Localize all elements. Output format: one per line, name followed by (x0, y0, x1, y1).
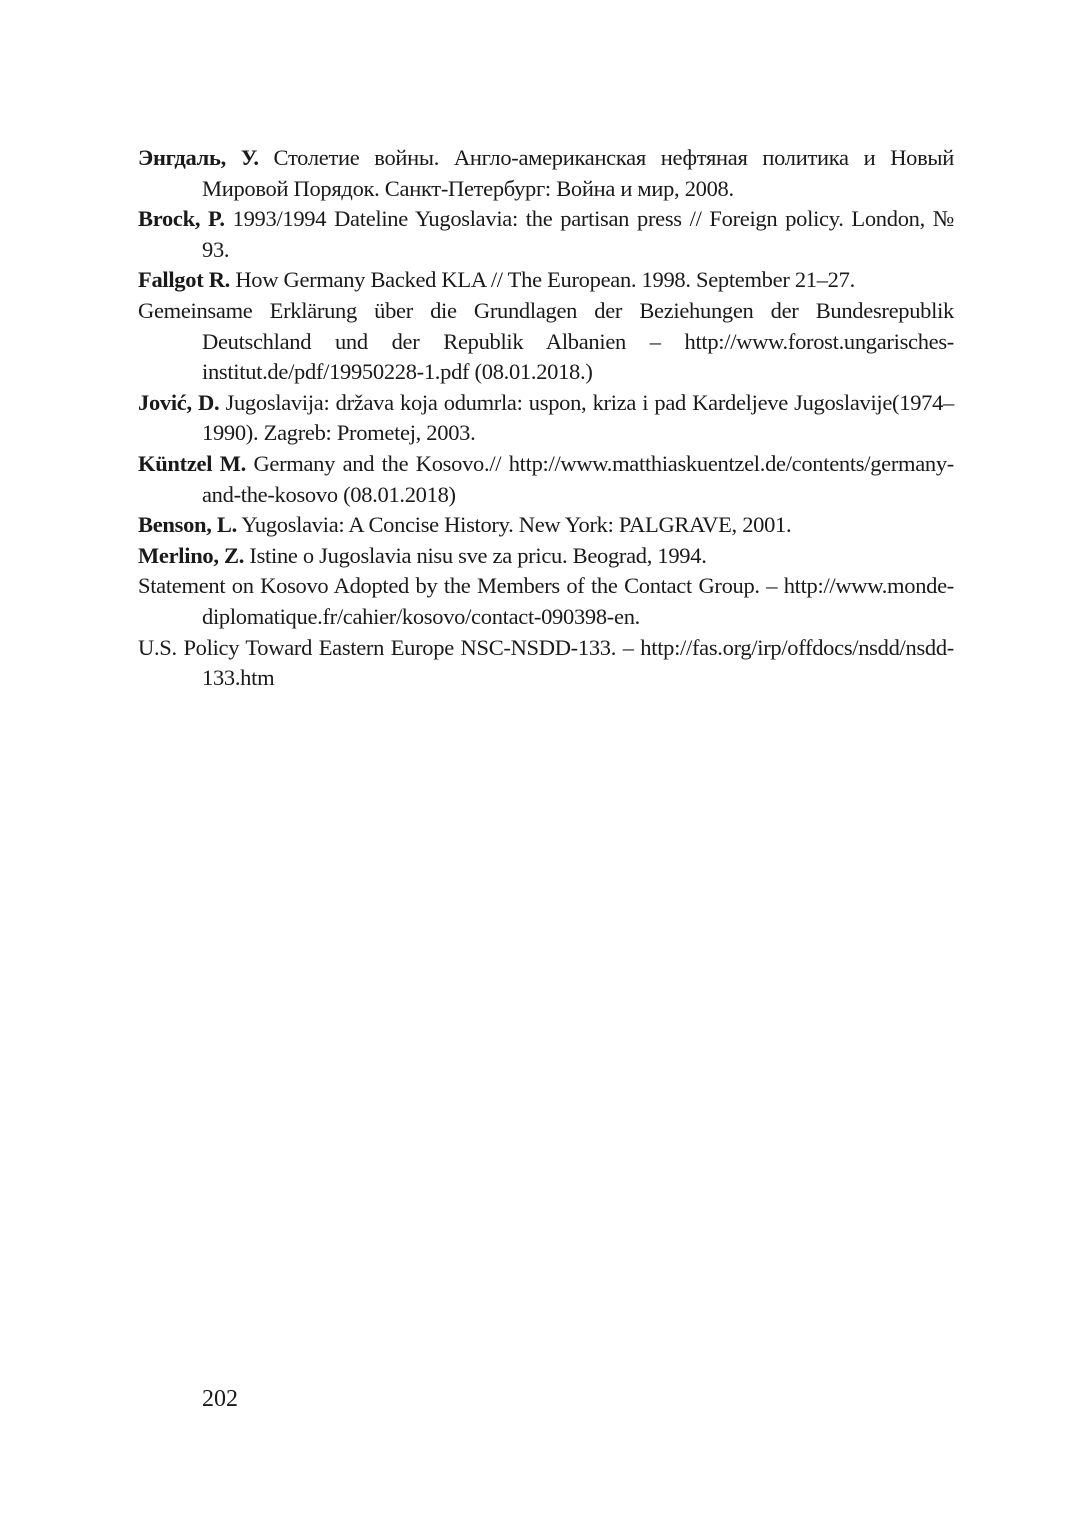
reference-author: Benson, L. (138, 512, 237, 538)
reference-entry (138, 296, 954, 388)
reference-list (138, 143, 954, 694)
reference-text: 1993/1994 Dateline Yugoslavia: the partisan press // Foreign policy. London, № 93. (202, 206, 954, 262)
reference-author: Энгдаль, У. (138, 145, 259, 170)
reference-entry (138, 265, 954, 296)
reference-entry (138, 449, 954, 510)
reference-entry (138, 510, 954, 541)
reference-author: Jović, D. (138, 389, 220, 415)
reference-text: Istine o Jugoslavia nisu sve za pricu. Beograd, 1994. (244, 542, 707, 568)
reference-text: Yugoslavia: A Concise History. New York: PALGRAVE, 2001. (236, 512, 792, 538)
reference-entry (138, 388, 954, 449)
reference-text: How Germany Backed KLA // The European. 1998. September 21–27. (230, 267, 855, 293)
reference-entry (138, 633, 954, 694)
reference-entry (138, 571, 954, 632)
reference-author: Merlino, Z. (138, 542, 245, 568)
reference-author: Fallgot R. (138, 267, 230, 293)
reference-entry (138, 204, 954, 265)
reference-text: Jugoslavija: država koja odumrla: uspon, kriza i pad Kardeljeve Jugoslavije(1974–1990). Zagreb: Prometej, 2003. (202, 389, 954, 446)
reference-entry (138, 143, 954, 204)
reference-text: Столетие войны. Англо-американская нефтяная политика и Новый Мировой Порядок. Санкт-Петербург: Война и мир, 2008. (202, 145, 954, 201)
reference-text: Germany and the Kosovo.// http://www.matthiaskuentzel.de/contents/germany-and-the-kosovo (08.01.2018) (202, 450, 955, 507)
reference-text: Gemeinsame Erklärung über die Grundlagen der Beziehungen der Bundesrepublik Deutschland und der Republik Albanien – http://www.forost.ungarisches-institut.de/pdf/19950228-1.pdf (08.01.2018.) (138, 297, 954, 385)
reference-text: Statement on Kosovo Adopted by the Members of the Contact Group. – http://www.monde-diplomatique.fr/cahier/kosovo/contact-090398-en. (138, 573, 954, 629)
page-number: 202 (202, 1386, 238, 1412)
reference-text: U.S. Policy Toward Eastern Europe NSC-NSDD-133. – http://fas.org/irp/offdocs/nsdd/nsdd-133.htm (138, 634, 954, 691)
reference-author: Brock, P. (138, 206, 225, 232)
reference-author: Küntzel M. (138, 450, 246, 476)
reference-entry (138, 541, 954, 572)
